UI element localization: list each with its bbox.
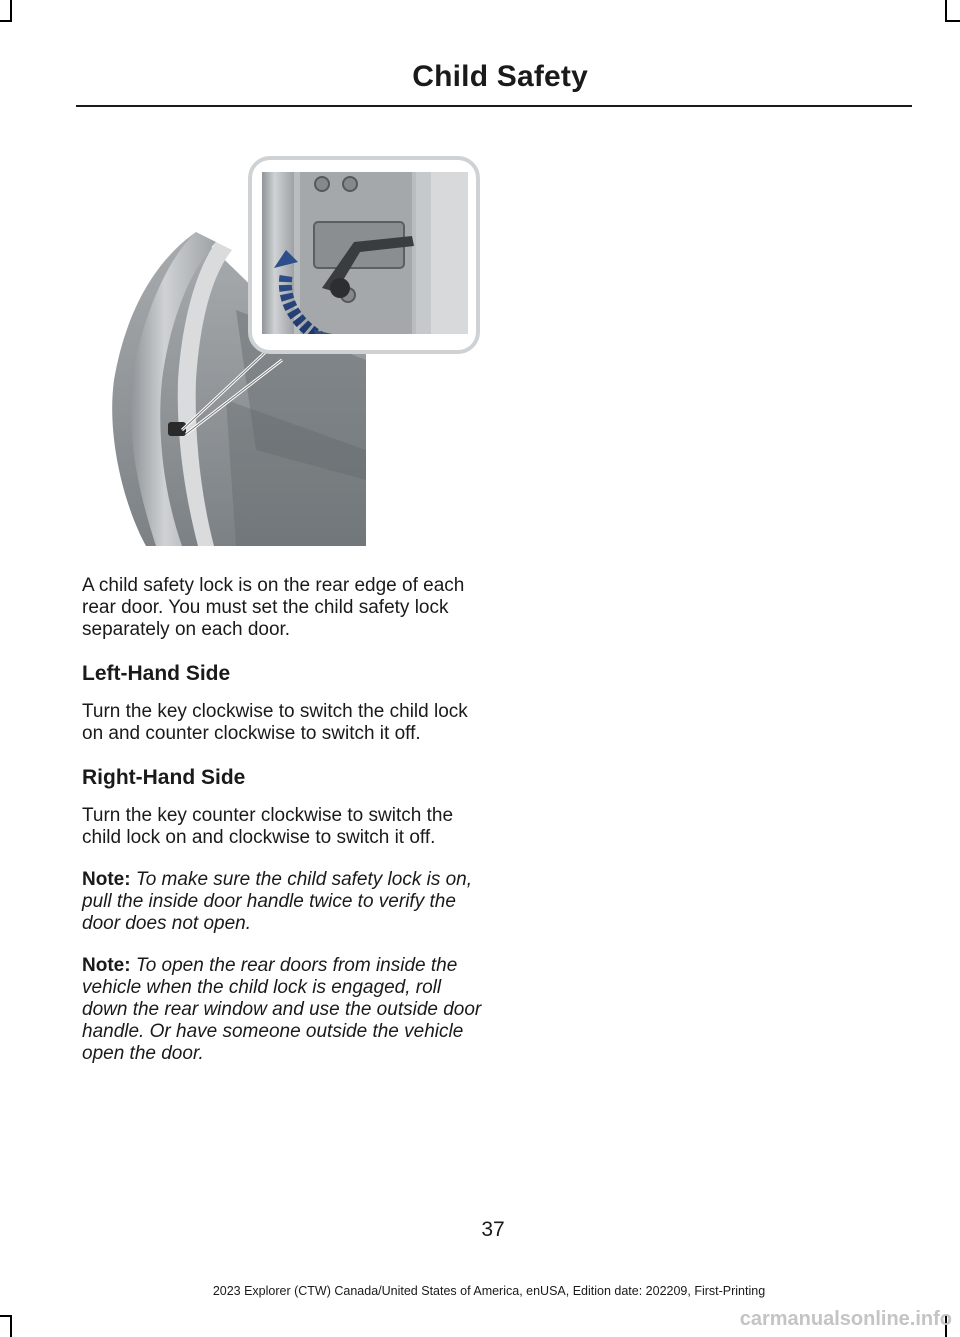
intro-paragraph: A child safety lock is on the rear edge of each rear door. You must set the child safety lock separately on each door. — [82, 575, 465, 640]
header-divider — [76, 105, 912, 107]
crop-mark — [0, 20, 12, 22]
left-hand-heading: Left-Hand Side — [82, 662, 231, 685]
crop-mark — [945, 0, 947, 22]
child-lock-figure — [86, 150, 482, 546]
crop-mark — [0, 1315, 12, 1317]
note-1-label: Note: — [82, 869, 131, 890]
note-2 — [82, 955, 482, 1065]
right-hand-heading: Right-Hand Side — [82, 766, 246, 789]
edition-footer: 2023 Explorer (CTW) Canada/United States of America, enUSA, Edition date: 202209, First-Printing — [212, 1284, 766, 1298]
right-hand-text: Turn the key counter clockwise to switch the child lock on and clockwise to switch it off. — [82, 805, 454, 848]
left-hand-text: Turn the key clockwise to switch the child lock on and counter clockwise to switch it off. — [82, 701, 468, 744]
watermark: carmanualsonline.info — [739, 1308, 952, 1330]
crop-mark — [945, 20, 960, 22]
note-2-label: Note: — [82, 955, 131, 976]
crop-mark — [10, 0, 12, 22]
crop-mark — [10, 1315, 12, 1337]
page-number: 37 — [481, 1218, 505, 1241]
note-1-text: To make sure the child safety lock is on, pull the inside door handle twice to verify the door does not open. — [82, 869, 473, 934]
note-1 — [82, 869, 482, 935]
page-title: Child Safety — [412, 60, 588, 93]
note-2-text: To open the rear doors from inside the vehicle when the child lock is engaged, roll down the rear window and use the outside door handle. Or have someone outside the vehicle open the door. — [82, 955, 482, 1064]
